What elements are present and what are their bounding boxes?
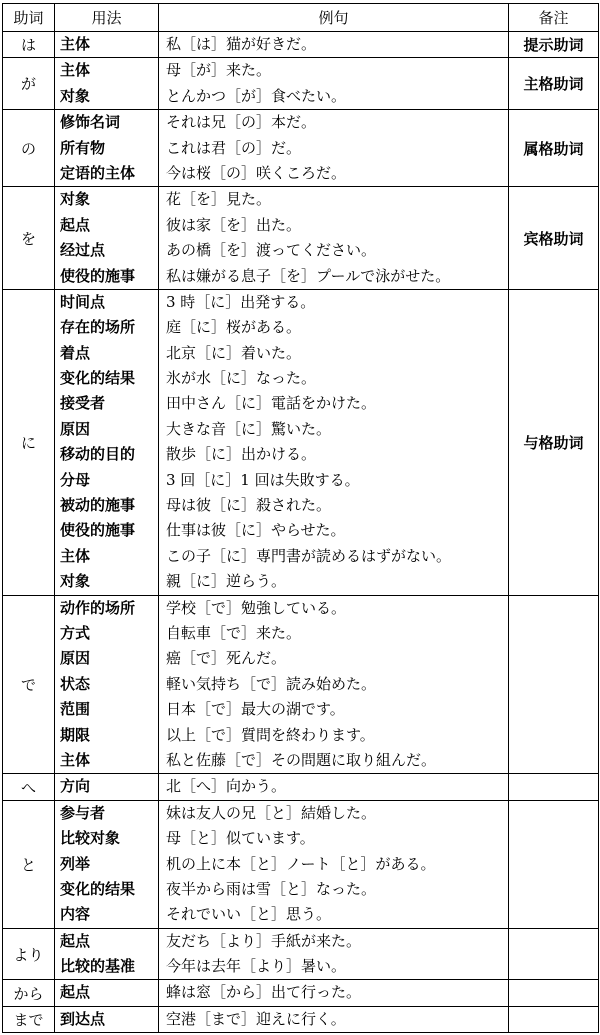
- usage-label: 状态: [60, 674, 91, 693]
- usage-label: 主体: [60, 546, 91, 565]
- note-cell: [509, 595, 599, 774]
- usage-label: 起点: [60, 983, 91, 1002]
- usage-label: 起点: [60, 931, 91, 950]
- example-sentence: 夜半から雨は雪［と］なった。: [166, 879, 377, 898]
- example-sentence: それは兄［の］本だ。: [166, 113, 317, 132]
- note-cell: 属格助词: [509, 110, 599, 187]
- usage-cell: [55, 928, 159, 980]
- note-cell: 与格助词: [509, 289, 599, 595]
- example-sentence: 3 回［に］1 回は失敗する。: [166, 470, 360, 489]
- example-cell: [159, 800, 509, 928]
- header-particle: 助词: [3, 4, 55, 32]
- particle-cell: に: [3, 289, 55, 595]
- table-row: [3, 1006, 599, 1032]
- example-sentence: これは君［の］だ。: [166, 138, 302, 157]
- usage-label: 分母: [60, 470, 91, 489]
- usage-label: 定语的主体: [60, 163, 136, 182]
- header-usage: 用法: [55, 4, 159, 32]
- usage-label: 动作的场所: [60, 598, 136, 617]
- example-sentence: 田中さん［に］電話をかけた。: [166, 394, 377, 413]
- table-row: [3, 58, 599, 110]
- usage-label: 范围: [60, 700, 91, 719]
- particle-cell: で: [3, 595, 55, 774]
- usage-label: 参与者: [60, 803, 106, 822]
- usage-label: 对象: [60, 572, 91, 591]
- usage-label: 被动的施事: [60, 496, 136, 515]
- usage-label: 起点: [60, 215, 91, 234]
- usage-cell: [55, 58, 159, 110]
- particle-cell: から: [3, 980, 55, 1006]
- example-sentence: 学校［で］勉強している。: [166, 598, 347, 617]
- example-cell: [159, 32, 509, 58]
- example-sentence: 仕事は彼［に］やらせた。: [166, 521, 346, 540]
- table-row: [3, 32, 599, 58]
- example-sentence: 庭［に］桜がある。: [166, 318, 302, 337]
- usage-label: 变化的结果: [60, 369, 136, 388]
- example-cell: [159, 1006, 509, 1032]
- example-cell: [159, 928, 509, 980]
- usage-label: 内容: [60, 905, 91, 924]
- example-sentence: 母［が］来た。: [166, 61, 272, 80]
- example-sentence: 日本［で］最大の湖です。: [166, 700, 345, 719]
- table-row: [3, 187, 599, 290]
- usage-label: 原因: [60, 649, 91, 668]
- example-cell: [159, 110, 509, 187]
- example-sentence: 散歩［に］出かける。: [166, 445, 317, 464]
- example-cell: [159, 980, 509, 1006]
- header-example: 例句: [159, 4, 509, 32]
- usage-cell: [55, 1006, 159, 1032]
- header-note: 备注: [509, 4, 599, 32]
- example-sentence: 彼は家［を］出た。: [166, 215, 302, 234]
- example-sentence: 3 時［に］出発する。: [166, 292, 316, 311]
- usage-label: 所有物: [60, 138, 106, 157]
- example-sentence: 軽い気持ち［で］読み始めた。: [166, 674, 377, 693]
- usage-label: 列举: [60, 854, 91, 873]
- example-sentence: あの橋［を］渡ってください。: [166, 241, 377, 260]
- usage-label: 比较的基准: [60, 957, 136, 976]
- note-cell: [509, 980, 599, 1006]
- particle-table: [2, 3, 599, 1033]
- example-sentence: 大きな音［に］驚いた。: [166, 419, 332, 438]
- usage-label: 主体: [60, 61, 91, 80]
- note-cell: [509, 928, 599, 980]
- table-row: [3, 595, 599, 774]
- table-row: [3, 928, 599, 980]
- note-cell: 提示助词: [509, 32, 599, 58]
- usage-label: 使役的施事: [60, 266, 136, 285]
- example-sentence: それでいい［と］思う。: [166, 905, 332, 924]
- example-sentence: 氷が水［に］なった。: [166, 369, 317, 388]
- example-sentence: 癌［で］死んだ。: [166, 649, 287, 668]
- particle-cell: の: [3, 110, 55, 187]
- example-sentence: とんかつ［が］食べたい。: [166, 86, 347, 105]
- example-cell: [159, 774, 509, 800]
- usage-cell: [55, 32, 159, 58]
- usage-label: 主体: [60, 35, 91, 53]
- usage-label: 主体: [60, 750, 91, 769]
- usage-cell: [55, 774, 159, 800]
- example-sentence: 机の上に本［と］ノート［と］がある。: [166, 854, 436, 873]
- usage-label: 移动的目的: [60, 445, 136, 464]
- table-row: [3, 980, 599, 1006]
- usage-label: 变化的结果: [60, 879, 136, 898]
- usage-label: 对象: [60, 86, 91, 105]
- example-sentence: 妹は友人の兄［と］結婚した。: [166, 803, 377, 822]
- usage-label: 方式: [60, 623, 91, 642]
- example-sentence: 北［へ］向かう。: [166, 777, 287, 796]
- particle-cell: と: [3, 800, 55, 928]
- usage-cell: [55, 800, 159, 928]
- usage-label: 时间点: [60, 292, 106, 311]
- table-header-row: [3, 4, 599, 32]
- example-cell: [159, 58, 509, 110]
- example-sentence: 母［と］似ています。: [166, 829, 315, 848]
- note-cell: 宾格助词: [509, 187, 599, 290]
- usage-label: 方向: [60, 777, 91, 796]
- note-cell: 主格助词: [509, 58, 599, 110]
- usage-label: 修饰名词: [60, 113, 121, 132]
- particle-cell: が: [3, 58, 55, 110]
- example-sentence: 蜂は窓［から］出て行った。: [166, 983, 362, 1002]
- table-row: [3, 289, 599, 595]
- particle-cell: は: [3, 32, 55, 58]
- particle-cell: まで: [3, 1006, 55, 1032]
- usage-label: 经过点: [60, 241, 106, 260]
- example-cell: [159, 595, 509, 774]
- particle-cell: へ: [3, 774, 55, 800]
- example-sentence: 空港［まで］迎えに行く。: [166, 1009, 346, 1028]
- example-sentence: 今は桜［の］咲くころだ。: [166, 163, 347, 182]
- table-body: [3, 32, 599, 1033]
- example-sentence: 北京［に］着いた。: [166, 343, 302, 362]
- example-sentence: 友だち［より］手紙が来た。: [166, 931, 362, 950]
- particle-cell: より: [3, 928, 55, 980]
- table-row: [3, 774, 599, 800]
- usage-cell: [55, 187, 159, 290]
- usage-label: 比较对象: [60, 829, 121, 848]
- usage-label: 接受者: [60, 394, 106, 413]
- usage-label: 存在的场所: [60, 318, 136, 337]
- example-sentence: 以上［で］質問を終わります。: [166, 725, 375, 744]
- example-sentence: 今年は去年［より］暑い。: [166, 957, 347, 976]
- usage-label: 对象: [60, 190, 91, 209]
- usage-label: 着点: [60, 343, 91, 362]
- usage-label: 使役的施事: [60, 521, 136, 540]
- note-cell: [509, 800, 599, 928]
- example-sentence: 花［を］見た。: [166, 190, 272, 209]
- example-sentence: 親［に］逆らう。: [166, 572, 287, 591]
- table-row: [3, 800, 599, 928]
- usage-cell: [55, 595, 159, 774]
- particle-cell: を: [3, 187, 55, 290]
- note-cell: [509, 1006, 599, 1032]
- example-sentence: 私は嫌がる息子［を］プールで泳がせた。: [166, 266, 451, 285]
- example-cell: [159, 289, 509, 595]
- example-sentence: 私と佐藤［で］その問題に取り組んだ。: [166, 750, 437, 769]
- example-sentence: 私［は］猫が好きだ。: [166, 35, 317, 53]
- note-cell: [509, 774, 599, 800]
- table-row: [3, 110, 599, 187]
- usage-cell: [55, 289, 159, 595]
- example-sentence: 母は彼［に］殺された。: [166, 496, 332, 515]
- usage-label: 期限: [60, 725, 91, 744]
- usage-label: 到达点: [60, 1009, 106, 1028]
- example-sentence: この子［に］専門書が読めるはずがない。: [166, 546, 452, 565]
- usage-cell: [55, 980, 159, 1006]
- example-cell: [159, 187, 509, 290]
- usage-label: 原因: [60, 419, 91, 438]
- example-sentence: 自転車［で］来た。: [166, 623, 302, 642]
- usage-cell: [55, 110, 159, 187]
